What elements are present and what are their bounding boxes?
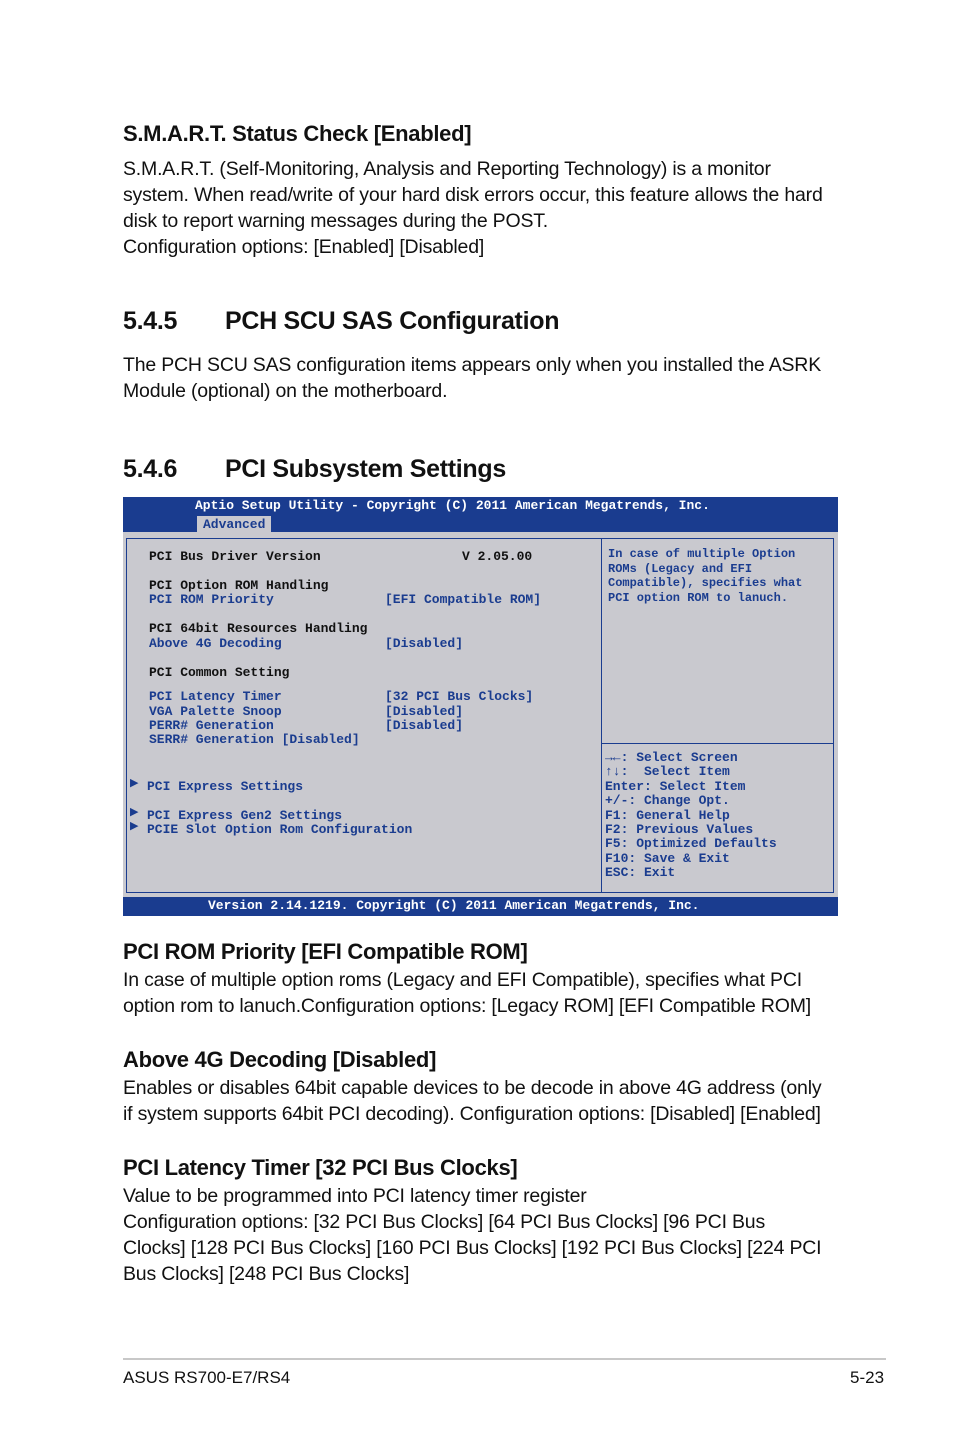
tab-advanced[interactable]: Advanced [197, 516, 271, 532]
submenu-arrow-icon: ▶ [130, 805, 139, 818]
above4g-label[interactable]: Above 4G Decoding [149, 636, 282, 651]
vga-snoop-value[interactable]: [Disabled] [385, 704, 464, 719]
above4g-heading: Above 4G Decoding [Disabled] [123, 1047, 437, 1072]
section-545-heading: 5.4.5 PCH SCU SAS Configuration [123, 307, 560, 335]
bios-screen [123, 497, 838, 916]
perr-value[interactable]: [Disabled] [385, 718, 464, 733]
footer-page-number: 5-23 [850, 1368, 885, 1387]
submenu-pci-express[interactable]: PCI Express Settings [147, 779, 304, 794]
smart-heading: S.M.A.R.T. Status Check [Enabled] [123, 121, 472, 146]
footer-model: ASUS RS700-E7/RS4 [123, 1368, 291, 1387]
latency-description: Value to be programmed into PCI latency timer register Configuration options: [32 PCI Bus Clocks] [64 PCI Bus Clocks] [96 PCI Bus Clocks] [128 PCI Bus Clocks] [160 PCI Bus Clocks] [192 PCI Bus Clocks] [224 PCI Bus Clocks] [248 PCI Bus Clocks] [123, 1185, 822, 1285]
section-545-description: The PCH SCU SAS configuration items appears only when you installed the ASRK Module (optional) on the motherboard. [123, 354, 821, 402]
rom-priority-heading: PCI ROM Priority [EFI Compatible ROM] [123, 939, 528, 964]
common-setting-heading: PCI Common Setting [149, 665, 290, 680]
rom-priority-value[interactable]: [EFI Compatible ROM] [385, 592, 542, 607]
above4g-value[interactable]: [Disabled] [385, 636, 464, 651]
resources-heading: PCI 64bit Resources Handling [149, 621, 368, 636]
bios-version: Version 2.14.1219. Copyright (C) 2011 American Megatrends, Inc. [208, 898, 700, 913]
bios-title-bar [123, 497, 838, 532]
vga-snoop-label[interactable]: VGA Palette Snoop [149, 704, 282, 719]
rom-priority-description: In case of multiple option roms (Legacy and EFI Compatible), specifies what PCI option rom to lanuch.Configuration options: [Legacy ROM] [EFI Compatible ROM] [123, 969, 812, 1017]
footer-divider [123, 1358, 886, 1360]
above4g-description: Enables or disables 64bit capable devices to be decode in above 4G address (only if system supports 64bit PCI decoding). Configuration options: [Disabled] [Enabled] [123, 1077, 822, 1125]
bios-version-bar [123, 897, 838, 916]
latency-heading: PCI Latency Timer [32 PCI Bus Clocks] [123, 1155, 518, 1180]
driver-version-value: V 2.05.00 [462, 549, 533, 564]
latency-label[interactable]: PCI Latency Timer [149, 689, 282, 704]
option-rom-heading: PCI Option ROM Handling [149, 578, 329, 593]
submenu-arrow-icon: ▶ [130, 776, 139, 789]
bios-key-legend: →←: Select Screen ↑↓: Select Item Enter: Select Item +/-: Change Opt. F1: General Help F2: Previous Values F5: Optimized Defaults F10: Save & Exit ESC: Exit [605, 750, 777, 881]
bios-divider-horizontal [602, 743, 833, 744]
smart-description: S.M.A.R.T. (Self-Monitoring, Analysis and Reporting Technology) is a monitor system. When read/write of your hard disk errors occur, this feature allows the hard disk to report warning messages during the POST. Configuration options: [Enabled] [Disabled] [123, 158, 823, 258]
perr-label[interactable]: PERR# Generation [149, 718, 274, 733]
section-546-heading: 5.4.6 PCI Subsystem Settings [123, 455, 506, 483]
submenu-arrow-icon: ▶ [130, 819, 139, 832]
driver-version-label: PCI Bus Driver Version [149, 549, 321, 564]
latency-value[interactable]: [32 PCI Bus Clocks] [385, 689, 534, 704]
serr-setting[interactable]: SERR# Generation [Disabled] [149, 732, 360, 747]
bios-divider-vertical [601, 538, 602, 893]
submenu-pci-express-gen2[interactable]: PCI Express Gen2 Settings [147, 808, 343, 823]
rom-priority-label[interactable]: PCI ROM Priority [149, 592, 274, 607]
bios-title: Aptio Setup Utility - Copyright (C) 2011 American Megatrends, Inc. [195, 498, 710, 513]
bios-help-text: In case of multiple Option ROMs (Legacy and EFI Compatible), specifies what PCI option ROM to lanuch. [608, 547, 803, 605]
submenu-pcie-slot-rom[interactable]: PCIE Slot Option Rom Configuration [147, 822, 413, 837]
